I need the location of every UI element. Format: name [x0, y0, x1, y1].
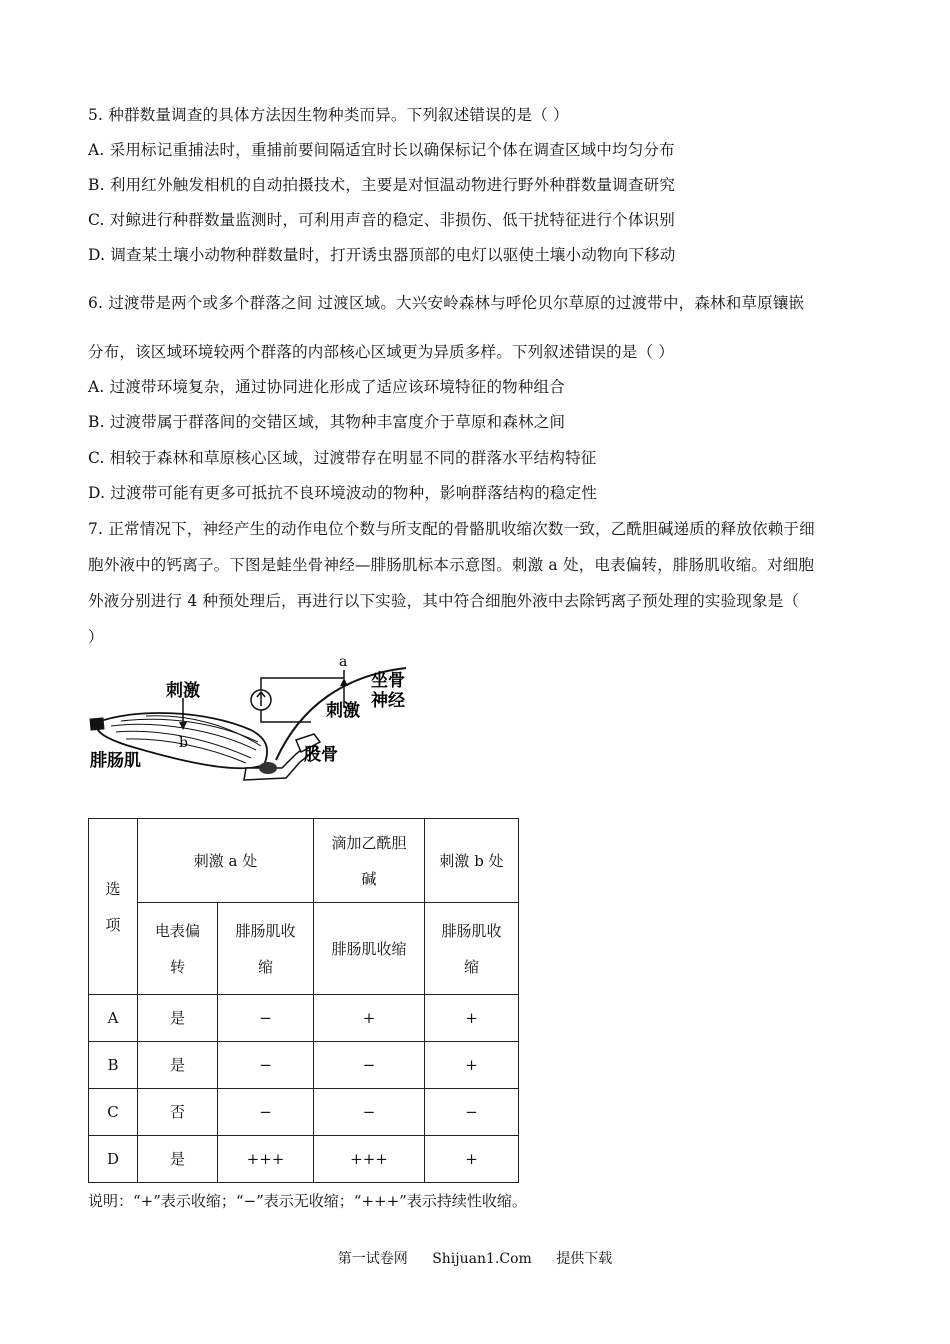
- q5-stem: 5. 种群数量调查的具体方法因生物种类而异。下列叙述错误的是（ ）: [88, 106, 569, 124]
- header-stim-a: 刺激 a 处: [138, 819, 314, 903]
- nerve-label-1: 坐骨: [371, 671, 405, 691]
- results-table: [88, 818, 519, 1183]
- page-footer: [0, 1248, 950, 1268]
- point-b-label: b: [179, 735, 188, 751]
- point-a-label: a: [339, 654, 348, 670]
- q6-option-d: D. 过渡带可能有更多可抵抗不良环境波动的物种，影响群落结构的稳定性: [88, 484, 598, 502]
- muscle-label: 腓肠肌: [90, 751, 141, 771]
- q5-option-c: C. 对鲸进行种群数量监测时，可利用声音的稳定、非损伤、低干扰特征进行个体识别: [88, 211, 675, 229]
- nerve-muscle-figure: [86, 650, 416, 790]
- q7-stem-line4: ）: [88, 628, 104, 646]
- header-option: 选 项: [89, 819, 138, 995]
- ammeter-icon: [251, 690, 271, 710]
- table-note: 说明：“+”表示收缩；“−”表示无收缩；“+++”表示持续性收缩。: [88, 1192, 527, 1210]
- table-row: B 是 − − +: [89, 1042, 519, 1089]
- header-muscle-b: 腓肠肌收 缩: [425, 903, 519, 995]
- q6-option-c: C. 相较于森林和草原核心区域，过渡带存在明显不同的群落水平结构特征: [88, 449, 597, 467]
- footer-domain: Shijuan1.Com: [432, 1251, 532, 1267]
- q5-option-a: A. 采用标记重捕法时，重捕前要间隔适宜时长以确保标记个体在调查区域中均匀分布: [88, 141, 675, 159]
- nerve-muscle-diagram: [86, 650, 416, 790]
- footer-provide: 提供下载: [556, 1251, 613, 1267]
- q6-stem-line2: 分布，该区域环境较两个群落的内部核心区域更为异质多样。下列叙述错误的是（ ）: [88, 343, 675, 361]
- q5-option-b: B. 利用红外触发相机的自动拍摄技术，主要是对恒温动物进行野外种群数量调查研究: [88, 176, 676, 194]
- q6-option-a: A. 过渡带环境复杂，通过协同进化形成了适应该环境特征的物种组合: [88, 378, 565, 396]
- q6-option-b: B. 过渡带属于群落间的交错区域，其物种丰富度介于草原和森林之间: [88, 413, 566, 431]
- q7-stem-line3: 外液分别进行 4 种预处理后，再进行以下实验，其中符合细胞外液中去除钙离子预处理的实验现象是（: [88, 592, 800, 610]
- q5-option-d: D. 调查某土壤小动物种群数量时，打开诱虫器顶部的电灯以驱使土壤小动物向下移动: [88, 246, 676, 264]
- femur-label: 股骨: [304, 745, 338, 765]
- header-ach: 滴加乙酰胆 碱: [314, 819, 425, 903]
- header-stim-b: 刺激 b 处: [425, 819, 519, 903]
- nerve-label-2: 神经: [371, 691, 405, 711]
- stim-right-label: 刺激: [326, 701, 360, 721]
- header-meter: 电表偏 转: [138, 903, 218, 995]
- q7-stem-line2: 胞外液中的钙离子。下图是蛙坐骨神经—腓肠肌标本示意图。刺激 a 处，电表偏转，腓肠肌收缩。对细胞: [88, 556, 815, 574]
- q6-stem-line1: 6. 过渡带是两个或多个群落之间 过渡区域。大兴安岭森林与呼伦贝尔草原的过渡带中，森林和草原镶嵌: [88, 294, 805, 312]
- header-muscle-a: 腓肠肌收 缩: [218, 903, 314, 995]
- q7-stem-line1: 7. 正常情况下，神经产生的动作电位个数与所支配的骨骼肌收缩次数一致，乙酰胆碱递质的释放依赖于细: [88, 520, 815, 538]
- table-row: A 是 − + +: [89, 995, 519, 1042]
- table-row: C 否 − − −: [89, 1089, 519, 1136]
- stim-left-label: 刺激: [166, 681, 200, 701]
- header-muscle-ach: 腓肠肌收缩: [314, 903, 425, 995]
- footer-site: 第一试卷网: [337, 1251, 408, 1267]
- table-row: D 是 +++ +++ +: [89, 1136, 519, 1183]
